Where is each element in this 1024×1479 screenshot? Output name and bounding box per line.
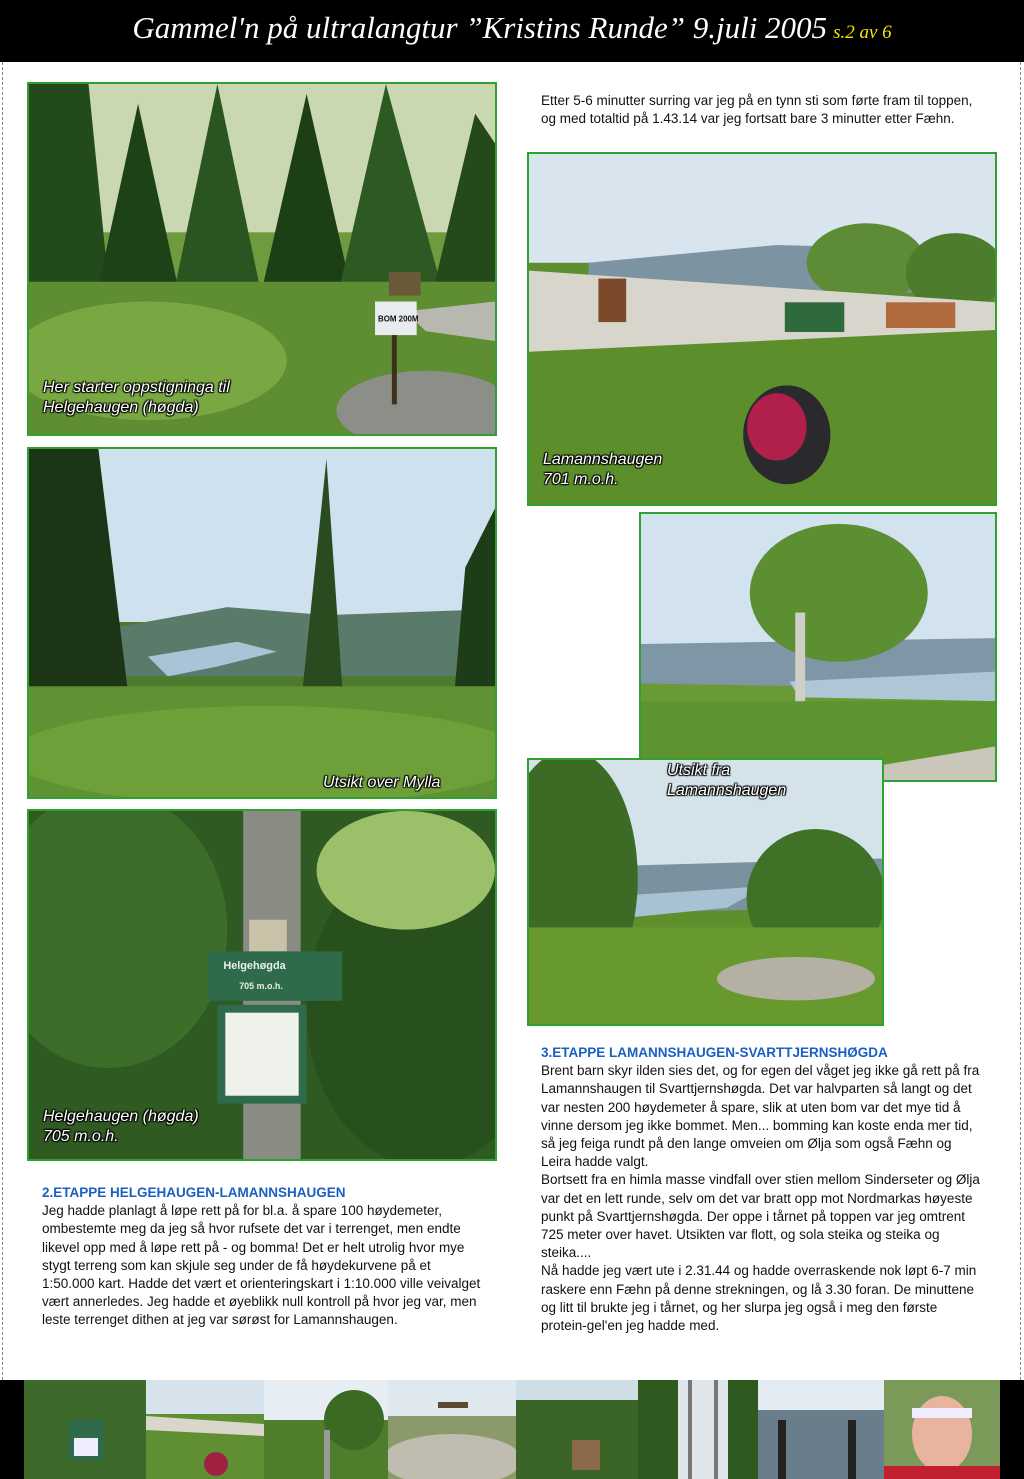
photo-helgehaugen-sign <box>27 809 497 1161</box>
photo-strip <box>0 1380 1024 1479</box>
strip-thumb-8 <box>884 1380 1000 1479</box>
photo-lamannshaugen <box>527 152 997 506</box>
photo-mylla-view <box>27 447 497 799</box>
page-number: s.2 av 6 <box>833 22 892 43</box>
caption-line-1: Helgehaugen (høgda) <box>43 1108 199 1125</box>
sign-height-text: 705 m.o.h. <box>239 980 283 991</box>
section-3-para-3: Nå hadde jeg vært ute i 2.31.44 og hadde overraskende nok løpt 6-7 min raskere enn Fæhn på denne strekningen, og lå 3.30 foran. De minuttene og litt til brukte jeg i tårnet, og her slurpa jeg også i meg den første protein-gel'en jeg hadde med. <box>541 1263 977 1334</box>
text-intro <box>541 92 981 128</box>
title-text: Gammel'n på ultralangtur ”Kristins Runde” 9.juli 2005 <box>132 10 828 45</box>
birch-view-image <box>641 514 995 780</box>
strip-thumb-3 <box>264 1380 388 1479</box>
caption-line-1: Utsikt fra <box>667 762 731 779</box>
lake-view-image <box>29 449 495 797</box>
photo-view-from-lamannshaugen <box>639 512 997 782</box>
right-cut-line <box>1020 62 1021 1380</box>
caption-line-2: Helgehaugen (høgda) <box>43 399 199 416</box>
section-3-para-2: Bortsett fra en himla masse vindfall over stien mellom Sinderseter og Ølja var det en lett runde, selv om det var bratt opp mot Nordmarkas høyeste punkt på Svarttjernshøgda. Der oppe i tårnet på toppen var jeg omtrent 725 meter over havet. Utsikten var flott, og sola steika og steika og steika.... <box>541 1172 980 1261</box>
section-2-body: Jeg hadde planlagt å løpe rett på for bl.a. å spare 100 høydemeter, ombestemte meg da jeg så hvor rufsete det var i terrenget, men endte likevel opp med å løpe rett på - og bomma! Det er helt utrolig hvor mye stygt terreng som kan skjule seg under de få høydekurvene på et 1:50.000 kart. Hadde det vært et orienteringskart i 1:10.000 ville veivalget vært annerledes. Jeg hadde et øyeblikk null kontroll på hvor jeg var, men leste terrenget dithen at jeg var sørøst for Lamannshaugen. <box>42 1203 481 1328</box>
caption-trail-start <box>43 378 230 418</box>
strip-thumb-6 <box>638 1380 758 1479</box>
strip-thumb-4 <box>388 1380 516 1479</box>
page-header <box>0 0 1024 62</box>
strip-thumb-1 <box>24 1380 146 1479</box>
caption-line-2: Lamannshaugen <box>667 782 787 799</box>
caption-lamannshaugen <box>543 450 662 490</box>
section-3 <box>541 1044 985 1335</box>
left-cut-line <box>2 62 3 1380</box>
photo-trail-start <box>27 82 497 436</box>
caption-line-1: Utsikt over Mylla <box>323 774 441 791</box>
strip-thumb-2 <box>146 1380 264 1479</box>
caption-helgehaugen <box>43 1107 199 1147</box>
section-2 <box>42 1184 482 1330</box>
caption-mylla-view <box>323 773 440 793</box>
strip-thumb-5 <box>516 1380 638 1479</box>
section-3-para-1: Brent barn skyr ilden sies det, og for egen del våget jeg ikke gå rett på fra Lamannshaugen til Svarttjernshøgda. Det var halvparten så langt og det var nesten 200 høydemeter å spare, slik at uten bom var det mye tid å vinne dersom jeg ikke bommet. Men... bomming kan koste enda mer tid, så jeg feiga rundt på den lange omveien om Ølja som også Fæhn og Leira hadde valgt. <box>541 1063 980 1170</box>
section-2-heading: 2.ETAPPE HELGEHAUGEN-LAMANNSHAUGEN <box>42 1185 346 1200</box>
bom-sign-text: BOM 200M <box>378 314 419 324</box>
caption-line-2: 705 m.o.h. <box>43 1128 119 1145</box>
caption-view-from-lamannshaugen <box>667 761 786 801</box>
sign-name-text: Helgehøgda <box>223 960 286 973</box>
intro-paragraph: Etter 5-6 minutter surring var jeg på en tynn sti som førte fram til toppen, og med totaltid på 1.43.14 var jeg fortsatt bare 3 minutter etter Fæhn. <box>541 93 973 127</box>
caption-line-1: Her starter oppstigninga til <box>43 379 230 396</box>
strip-thumb-7 <box>758 1380 884 1479</box>
page-title <box>0 10 1024 46</box>
caption-line-1: Lamannshaugen <box>543 451 663 468</box>
section-3-heading: 3.ETAPPE LAMANNSHAUGEN-SVARTTJERNSHØGDA <box>541 1045 888 1060</box>
caption-line-2: 701 m.o.h. <box>543 471 619 488</box>
